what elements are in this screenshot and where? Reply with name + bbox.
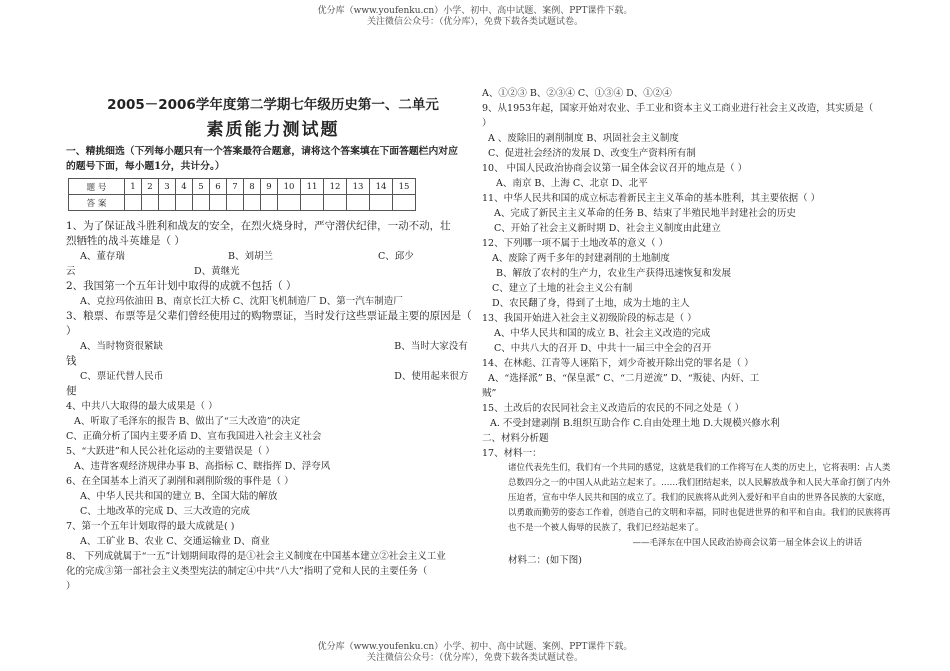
option-text: C、邱少 [378,251,414,262]
question-line: A、中华人民共和国的成立 B、社会主义改造的完成 [494,328,711,339]
header-bottom-line2: 关注微信公众号：（优分库），免费下载各类试题试卷。 [366,653,583,663]
answer-table-number: 11 [301,179,324,195]
answer-cell[interactable] [227,195,244,211]
question-line: 4、中共八大取得的最大成果是（ ） [66,401,218,412]
material1-source: ——毛泽东在中国人民政治协商会议第一届全体会议上的讲话 [632,538,862,548]
answer-table-number: 10 [278,179,301,195]
question-line: 便 [66,385,77,397]
answer-cell[interactable] [210,195,227,211]
right-column [482,86,892,568]
header-top-line2: 关注微信公众号：（优分库），免费下载各类试题试卷。 [366,17,583,27]
material2-label: 材料二：(如下图) [508,554,582,566]
question-line: A 、废除旧的剥削制度 B、巩固社会主义制度 [488,133,679,144]
question-line: C、开始了社会主义新时期 D、社会主义制度由此建立 [494,223,721,234]
question-line: 17、材料一： [482,448,542,459]
left-questions [66,219,480,594]
answer-table-ans-label: 答 案 [69,195,125,211]
question-line [66,339,480,354]
question-line: 9、从1953年起，国家开始对农业、手工业和资本主义工商业进行社会主义改造，其实质是（ [482,103,874,114]
question-line: A、①②③ B、②③④ C、①③④ D、①②④ [482,88,672,99]
answer-cell[interactable] [393,195,416,211]
answer-table-num-label: 题 号 [69,179,125,195]
answer-table-number: 4 [176,179,193,195]
answer-table-number: 2 [142,179,159,195]
answer-cell[interactable] [125,195,142,211]
material1-text: 诸位代表先生们，我们有一个共同的感觉，这就是我们的工作将写在人类的历史上，它将表明：占人类总数四分之一的中国人从此站立起来了。……我们团结起来，以人民解放战争和人民大革命打倒了内外压迫者，宣布中华人民共和国的成立了。我们的民族将从此列入爱好和平自由的世界各民族的大家庭，以勇敢而勤劳的姿态工作着，创造自己的文明和幸福，同时也促进世界的和平和自由。我们的民族将再也不是一个被人侮辱的民族了，我们已经站起来了。 [508,463,891,533]
question-line: A、“选择派” B、“保皇派” C、“二月逆流” D、“叛徒、内奸、工 [488,373,760,384]
answer-cell[interactable] [142,195,159,211]
header-top-line1: 优分库（www.youfenku.cn）小学、初中、高中试题、案例、PPT课件下载。 [317,6,633,16]
question-line: C、促进社会经济的发展 D、改变生产资料所有制 [488,148,696,159]
answer-table-number: 13 [347,179,370,195]
option-text: D、黄继光 [194,266,240,277]
question-line: 12、下列哪一项不属于土地改革的意义（ ） [482,238,669,249]
question-line: 3、粮票、布票等是父辈们曾经使用过的购物票证，当时发行这些票证最主要的原因是（ [66,310,472,322]
question-line: A、工矿业 B、农业 C、交通运输业 D、商业 [80,536,270,547]
answer-cell[interactable] [193,195,210,211]
option-text: B、刘胡兰 [228,251,273,262]
answer-table-number: 7 [227,179,244,195]
question-line: ） [482,118,492,129]
answer-cell[interactable] [324,195,347,211]
question-line [66,249,480,264]
question-line: D、农民翻了身，得到了土地，成为土地的主人 [492,298,690,309]
question-line: 7、第一个五年计划取得的最大成就是( ) [66,521,235,532]
question-line: A、克拉玛依油田 B、南京长江大桥 C、沈阳飞机制造厂 D、第一汽车制造厂 [80,296,403,307]
question-line: 5、“大跃进”和人民公社化运动的主要错误是（ ） [66,446,275,457]
exam-title: 2005－2006学年度第二学期七年级历史第一、二单元 [107,97,439,113]
question-line: A、完成了新民主主义革命的任务 B、结束了半殖民地半封建社会的历史 [494,208,796,219]
question-line: 10、 中国人民政治协商会议第一届全体会议召开的地点是（ ） [482,163,748,174]
answer-cell[interactable] [278,195,301,211]
question-line: B、解放了农村的生产力，农业生产获得迅速恢复和发展 [496,268,731,279]
question-line: 6、在全国基本上消灭了剥削和剥削阶级的事件是（ ） [66,476,294,487]
question-line: A. 不受封建剥削 B.组织互助合作 C.自由处理土地 D.大规模兴修水利 [490,418,780,429]
question-line: 15、土改后的农民同社会主义改造后的农民的不同之处是（ ） [482,403,745,414]
question-line: 2、我国第一个五年计划中取得的成就不包括（ ） [66,280,297,292]
answer-cell[interactable] [176,195,193,211]
answer-table-number: 8 [244,179,261,195]
option-text: D、使用起来很方 [394,371,469,382]
answer-cell[interactable] [370,195,393,211]
answer-cell[interactable] [261,195,278,211]
left-column [66,88,480,594]
exam-subtitle: 素质能力测试题 [206,120,340,140]
header-bottom-line1: 优分库（www.youfenku.cn）小学、初中、高中试题、案例、PPT课件下载。 [317,642,633,652]
question-line: A、听取了毛泽东的报告 B、做出了“三大改造”的决定 [74,416,301,427]
question-line: 贼” [482,388,497,399]
question-line: 8、 下列成就属于“一五”计划期间取得的是①社会主义制度在中国基本建立②社会主义工业 [66,551,446,562]
question-line: A、废除了两千多年的封建剥削的土地制度 [492,253,670,264]
question-line: 二、材料分析题 [482,433,549,444]
answer-table-number: 3 [159,179,176,195]
header-bottom [0,642,950,664]
question-line: A、南京 B、上海 C、北京 D、北平 [496,178,648,189]
question-line: A、中华人民共和国的建立 B、全国大陆的解放 [80,491,278,502]
answer-table-number: 15 [393,179,416,195]
answer-table-number: 12 [324,179,347,195]
right-questions [482,86,892,461]
answer-cell[interactable] [301,195,324,211]
answer-cell[interactable] [159,195,176,211]
answer-cell[interactable] [244,195,261,211]
question-line: C、建立了土地的社会主义公有制 [492,283,633,294]
question-line [66,369,480,384]
header-top [0,6,950,28]
question-line: 14、在林彪、江青等人诬陷下，刘少奇被开除出党的罪名是（ ） [482,358,754,369]
question-line [66,264,480,279]
option-text: 云 [66,266,76,277]
option-text: C、票证代替人民币 [80,371,164,382]
answer-table-number: 5 [193,179,210,195]
question-line: 烈牺牲的战斗英雄是（ ） [66,235,185,247]
answer-table-number: 14 [370,179,393,195]
option-text: B、当时大家没有 [394,341,468,352]
section1-heading-cont: 的题号下面，每小题1分，共计分。） [66,161,225,172]
question-line: A、违背客观经济规律办事 B、高指标 C、瞎指挥 D、浮夸风 [74,461,331,472]
question-line: ） [66,581,76,592]
question-line: 化的完成③第一部社会主义类型宪法的制定④中共“八大”指明了党和人民的主要任务（ [66,566,428,577]
answer-table-number: 6 [210,179,227,195]
question-line: 13、我国开始进入社会主义初级阶段的标志是（ ） [482,313,697,324]
answer-table [68,178,416,211]
question-line: ） [66,325,77,337]
answer-table-number: 9 [261,179,278,195]
option-text: A、当时物资很紧缺 [80,341,163,352]
question-line: 11、中华人民共和国的成立标志着新民主主义革命的基本胜利，其主要依据（ ） [482,193,821,204]
question-line: C、中共八大的召开 D、中共十一届三中全会的召开 [494,343,712,354]
section1-heading: 一、精挑细选（下列每小题只有一个答案最符合题意，请将这个答案填在下面答题栏内对应 [66,146,458,157]
answer-table-number: 1 [125,179,142,195]
question-line: C、土地改革的完成 D、三大改造的完成 [80,506,250,517]
option-text: A、董存瑞 [80,251,125,262]
question-line: 钱 [66,355,77,367]
answer-cell[interactable] [347,195,370,211]
question-line: C、正确分析了国内主要矛盾 D、宣布我国进入社会主义社会 [66,431,322,442]
question-line: 1、为了保证战斗胜利和战友的安全，在烈火烧身时，严守潜伏纪律，一动不动，壮 [66,220,451,232]
